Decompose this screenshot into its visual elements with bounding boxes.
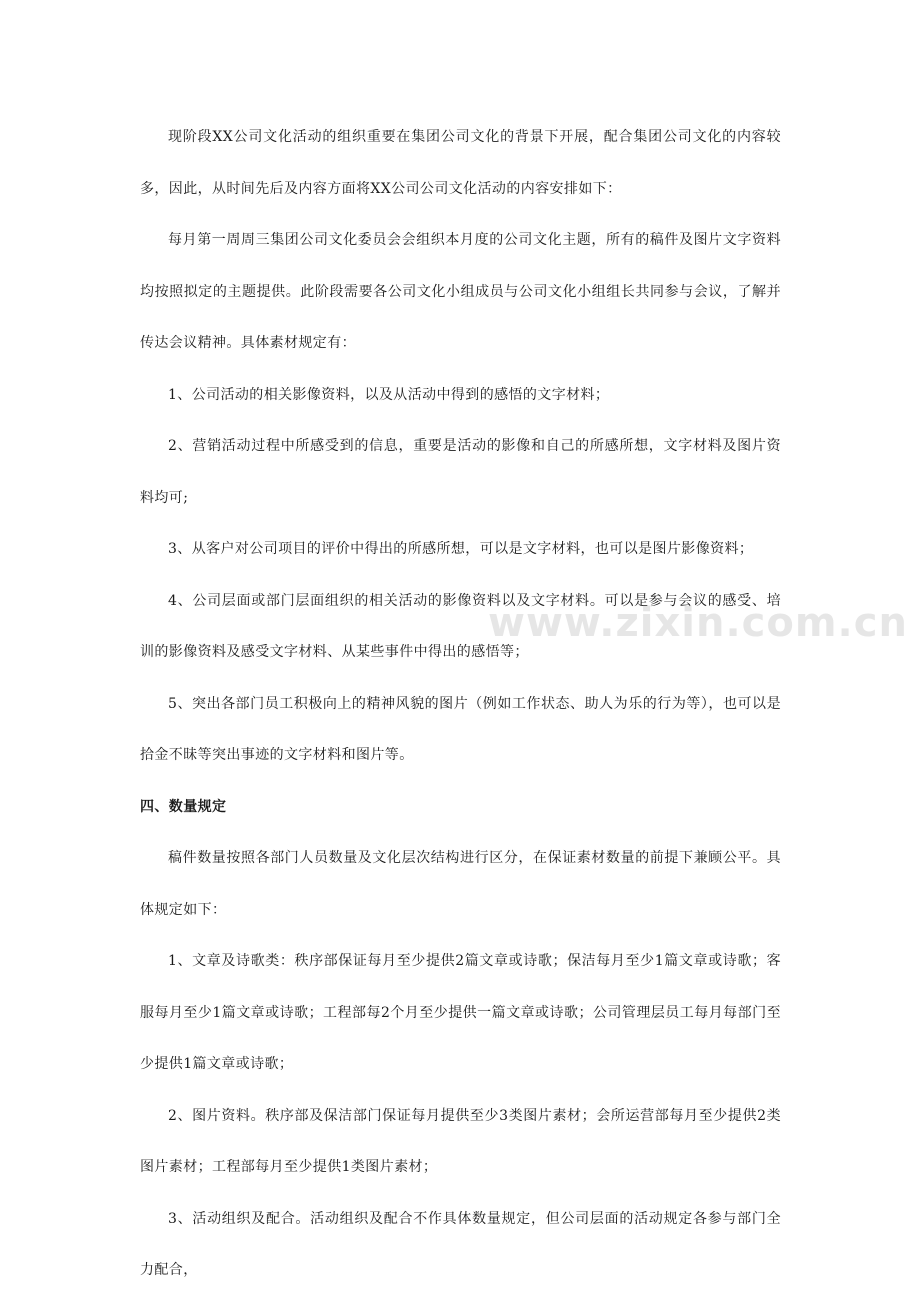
list-item-material-2: 2、营销活动过程中所感受到的信息，重要是活动的影像和自己的所感所想，文字材料及图片资料均可; <box>140 438 781 506</box>
list-item-material-5: 5、突出各部门员工积极向上的精神风貌的图片（例如工作状态、助人为乐的行为等），也可以是拾金不昧等突出事迹的文字材料和图片等。 <box>140 695 781 763</box>
section-heading-quantity: 四、数量规定 <box>140 798 227 815</box>
list-item-quantity-2: 2、图片资料。秩序部及保洁部门保证每月提供至少3类图片素材；会所运营部每月至少提供2类图片素材；工程部每月至少提供1类图片素材； <box>140 1107 781 1175</box>
list-item-material-3: 3、从客户对公司项目的评价中得出的所感所想，可以是文字材料，也可以是图片影像资料； <box>168 541 754 557</box>
list-item-material-1: 1、公司活动的相关影像资料，以及从活动中得到的感悟的文字材料； <box>168 386 610 403</box>
paragraph-intro: 现阶段XX公司文化活动的组织重要在集团公司文化的背景下开展，配合集团公司文化的内容较多，因此，从时间先后及内容方面将XX公司公司文化活动的内容安排如下： <box>140 129 781 197</box>
paragraph-monthly-theme: 每月第一周周三集团公司文化委员会会组织本月度的公司文化主题，所有的稿件及图片文字资料均按照拟定的主题提供。此阶段需要各公司文化小组成员与公司文化小组组长共同参与会议，了解并传达会议精神。具体素材规定有： <box>140 232 781 351</box>
list-item-material-4: 4、公司层面或部门层面组织的相关活动的影像资料以及文字材料。可以是参与会议的感受、培训的影像资料及感受文字材料、从某些事件中得出的感悟等； <box>140 592 781 660</box>
paragraph-quantity-intro: 稿件数量按照各部门人员数量及文化层次结构进行区分，在保证素材数量的前提下兼顾公平。具体规定如下： <box>140 850 781 918</box>
list-item-quantity-1: 1、文章及诗歌类：秩序部保证每月至少提供2篇文章或诗歌；保洁每月至少1篇文章或诗歌；客服每月至少1篇文章或诗歌；工程部每2个月至少提供一篇文章或诗歌；公司管理层员工每月每部门至少提供1篇文章或诗歌； <box>140 953 781 1072</box>
watermark: www.zixin.com.cn <box>488 600 908 646</box>
list-item-quantity-3: 3、活动组织及配合。活动组织及配合不作具体数量规定，但公司层面的活动规定各参与部门全力配合， <box>140 1210 781 1278</box>
